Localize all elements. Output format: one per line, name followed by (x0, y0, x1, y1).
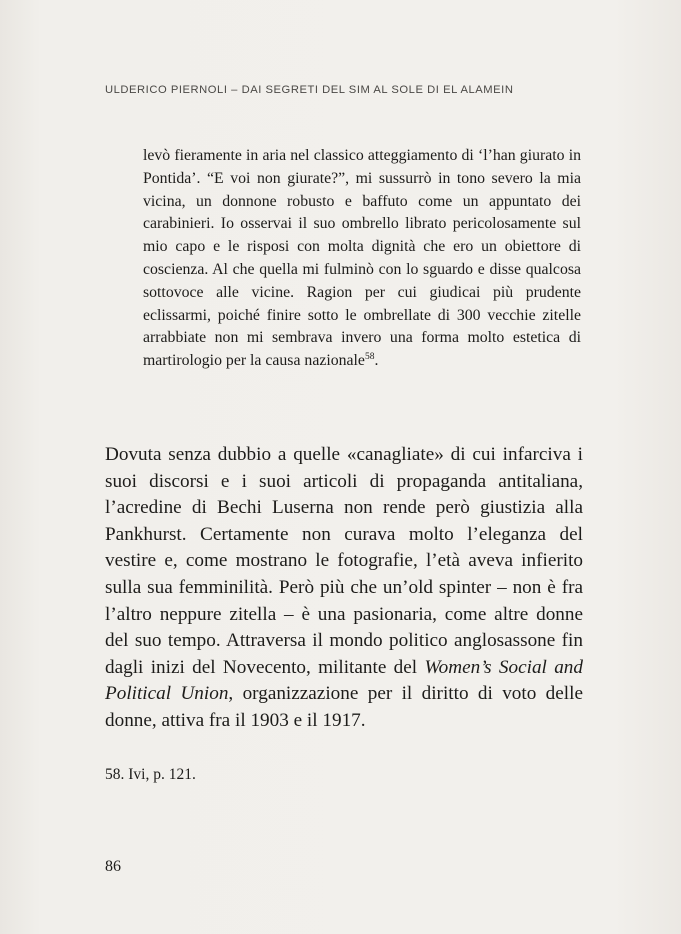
block-quote-end: . (374, 352, 379, 370)
block-quote-text: levò fieramente in aria nel classico atteggiamento di ‘l’han giurato in Pontida’. “E voi non giurate?”, mi sussurrò in tono severo la mia vicina, un donnone robusto e baffuto come un appuntato dei carabinieri. Io osservai il suo ombrello librato pericolosamente sul mio capo e le risposi con molta dignità che ero un obiettore di coscienza. Al che quella mi fulminò con lo sguardo e disse qualcosa sottovoce alle vicine. Ragion per cui giudicai più prudente eclissarmi, poiché finire sotto le ombrellate di 300 vecchie zitelle arrabbiate non mi sembrava invero una forma molto estetica di martirologio per la causa nazionale (143, 147, 581, 370)
body-text-before: Dovuta senza dubbio a quelle «canagliate» di cui infarciva i suoi discorsi e i suoi articoli di propaganda antitaliana, l’acredine di Bechi Luserna non rende però giustizia alla Pankhurst. Certamente non curava molto l’eleganza del vestire e, come mostrano le fotografie, l’età aveva infierito sulla sua femminilità. Però più che un’old spinter – non è fra l’altro neppure zitella – è una pasionaria, come altre donne del suo tempo. Attraversa il mondo politico anglosassone fin dagli inizi del Novecento, militante del (105, 444, 583, 678)
organization-name: Women’s Social and Political Union (105, 656, 583, 705)
block-quote (143, 145, 581, 373)
footnote: 58. Ivi, p. 121. (105, 766, 196, 783)
footnote-reference: 58 (364, 352, 375, 363)
body-paragraph (105, 442, 583, 735)
body-text-after: , organizzazione per il diritto di voto delle donne, attiva fra il 1903 e il 1917. (105, 683, 583, 731)
running-head: ULDERICO PIERNOLI – DAI SEGRETI DEL SIM AL SOLE DI EL ALAMEIN (105, 84, 514, 96)
page-number: 86 (105, 858, 121, 875)
